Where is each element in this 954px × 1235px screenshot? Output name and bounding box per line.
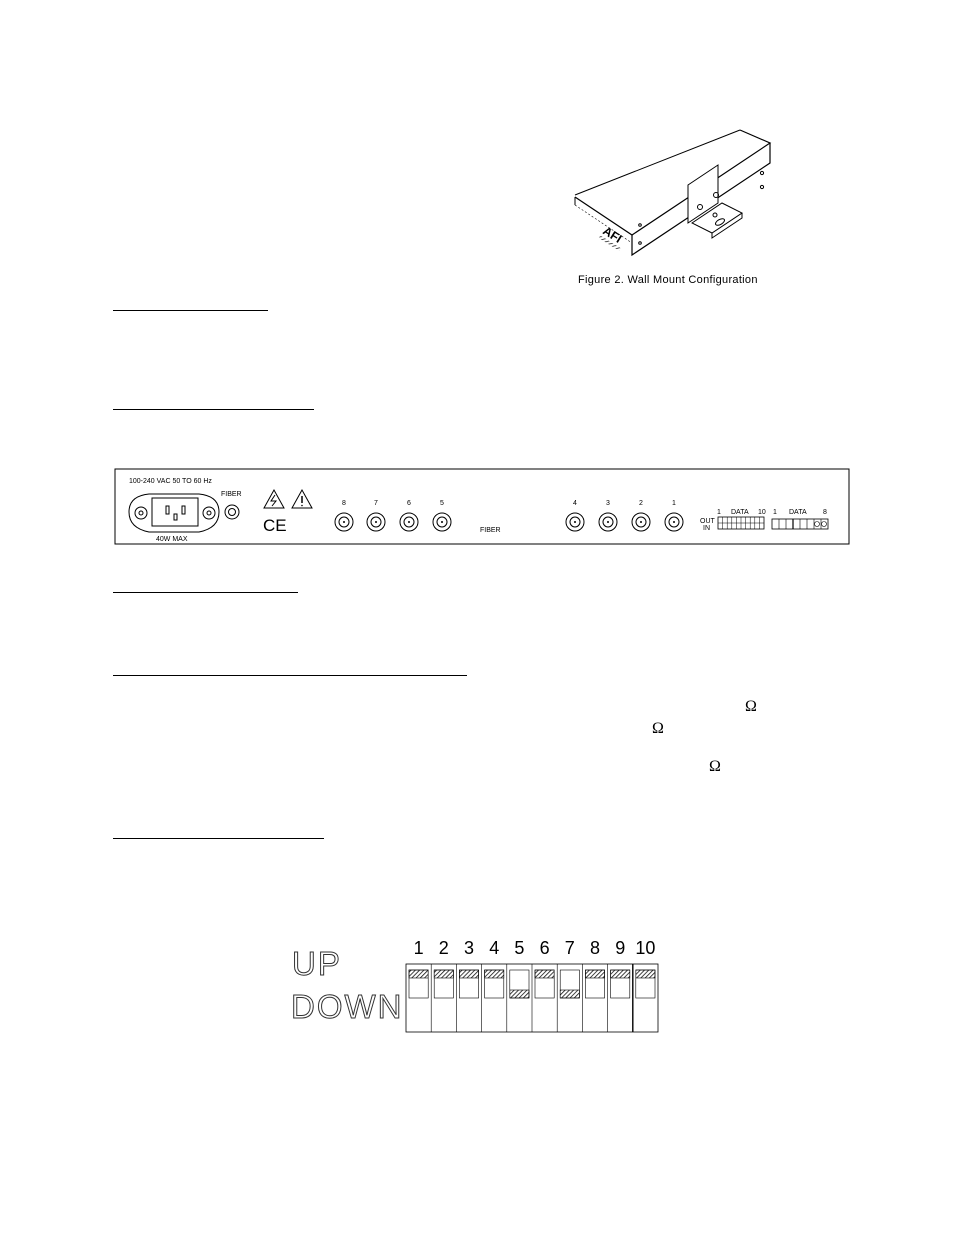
switch-actuator-down: [560, 990, 579, 998]
port-label: 4: [573, 500, 577, 507]
section-heading-underline-3: [113, 592, 298, 593]
switch-number: 9: [615, 938, 626, 958]
port-label: 1: [672, 500, 676, 507]
afi-logo: [599, 224, 628, 251]
section-heading-underline-5: [113, 838, 324, 839]
power-max-label: 40W MAX: [156, 536, 188, 543]
dip-switch-diagram: [400, 934, 662, 1036]
ohm-symbol: Ω: [709, 758, 721, 775]
svg-text:8: 8: [823, 509, 827, 516]
rear-panel-diagram: [114, 468, 852, 548]
svg-text:DATA: DATA: [789, 509, 807, 516]
svg-text:AFI: AFI: [600, 223, 625, 246]
switch-number: 10: [635, 938, 656, 958]
down-label: DOWN: [291, 988, 404, 1025]
section-heading-underline-2: [113, 409, 314, 410]
switch-actuator-up: [459, 970, 478, 978]
switch-number: 4: [489, 938, 500, 958]
ohm-symbol: Ω: [745, 698, 757, 715]
switch-number: 7: [564, 938, 575, 958]
section-heading-underline-4: [113, 675, 467, 676]
fiber-port-label: FIBER: [221, 491, 242, 498]
power-rating-label: 100-240 VAC 50 TO 60 Hz: [129, 478, 212, 485]
svg-text:10: 10: [758, 509, 766, 516]
switch-number: 6: [539, 938, 550, 958]
port-label: 5: [440, 500, 444, 507]
switch-actuator-up: [636, 970, 655, 978]
ohm-symbol: Ω: [652, 720, 664, 737]
figure-caption: Figure 2. Wall Mount Configuration: [578, 274, 758, 286]
switch-number: 3: [463, 938, 475, 958]
port-label: 6: [407, 500, 411, 507]
switch-number: 5: [514, 938, 525, 958]
svg-text:IN: IN: [703, 525, 710, 532]
svg-text:1: 1: [717, 509, 721, 516]
switch-number: 8: [589, 938, 601, 958]
svg-text:OUT: OUT: [700, 518, 715, 525]
switch-actuator-up: [485, 970, 504, 978]
up-label: UP: [292, 945, 342, 982]
port-label: 8: [342, 500, 346, 507]
switch-actuator-up: [434, 970, 453, 978]
switch-actuator-up: [535, 970, 554, 978]
wall-mount-figure: [570, 125, 780, 265]
ce-mark: CE: [263, 516, 287, 535]
switch-actuator-up: [409, 970, 428, 978]
fiber-center-label: FIBER: [480, 527, 501, 534]
switch-number: 1: [413, 938, 424, 958]
switch-actuator-up: [611, 970, 630, 978]
port-label: 7: [374, 500, 378, 507]
section-heading-underline-1: [113, 310, 268, 311]
port-label: 3: [606, 500, 610, 507]
svg-text:1: 1: [773, 509, 777, 516]
switch-number: 2: [438, 938, 449, 958]
switch-actuator-up: [585, 970, 604, 978]
port-label: 2: [639, 500, 643, 507]
switch-actuator-down: [510, 990, 529, 998]
svg-text:DATA: DATA: [731, 509, 749, 516]
